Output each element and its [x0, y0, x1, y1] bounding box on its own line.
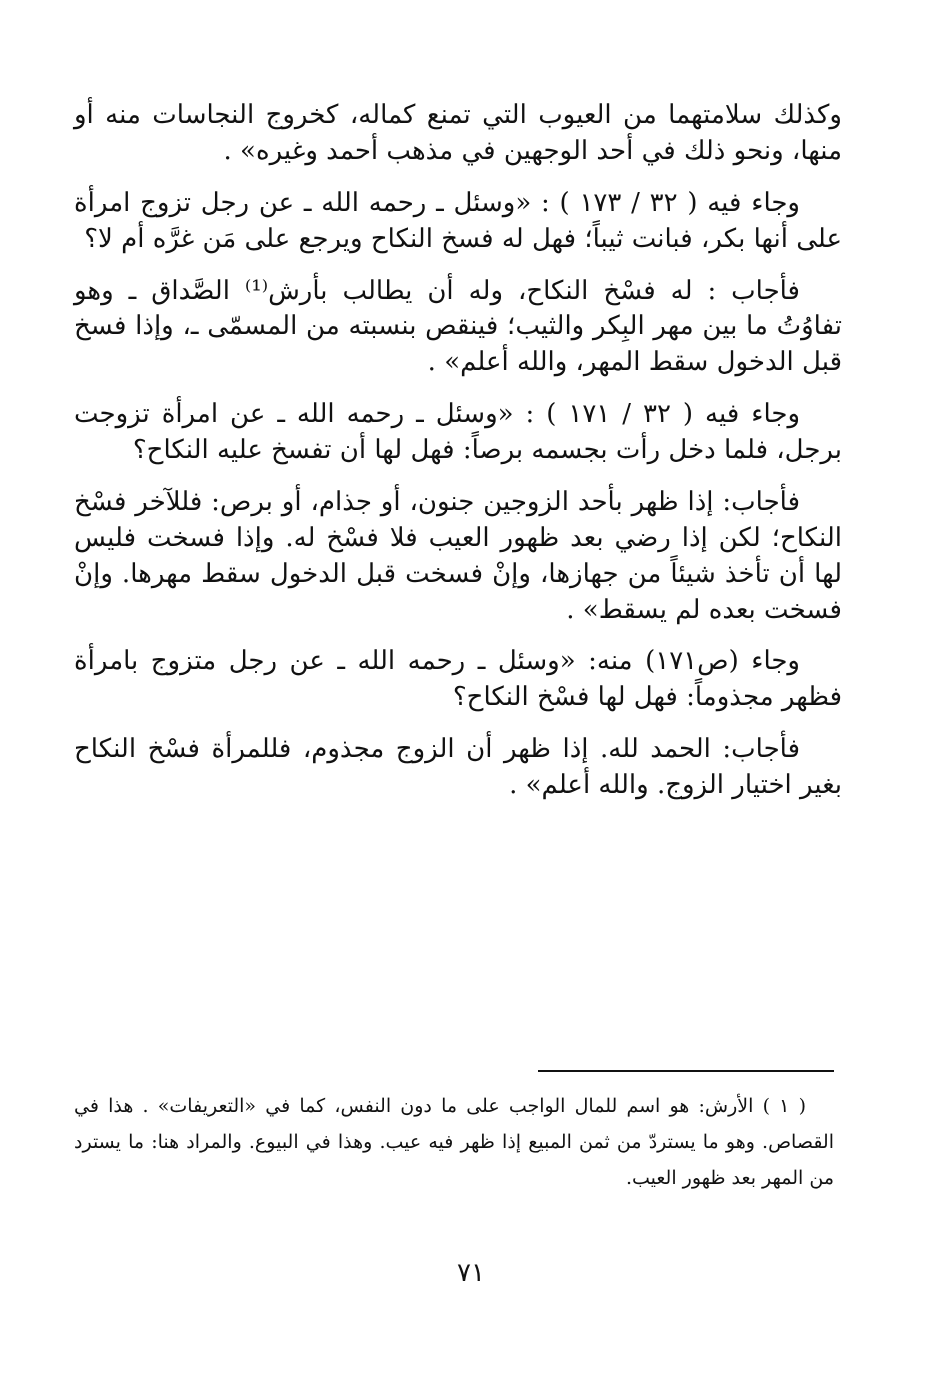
paragraph-1: وكذلك سلامتهما من العيوب التي تمنع كماله، كخروج النجاسات منه أو منها، ونحو ذلك في أحد الوجهين في مذهب أحمد وغيره» . — [74, 100, 842, 166]
paragraph-2: وجاء فيه ( ٣٢ / ١٧٣ ) : «وسئل ـ رحمه الله ـ عن رجل تزوج امرأة على أنها بكر، فبانت ثيباً؛ فهل له فسخ النكاح ويرجع على مَن غرَّه أم لا؟ — [74, 187, 842, 254]
paragraph-7: فأجاب: الحمد لله. إذا ظهر أن الزوج مجذوم، فللمرأة فسْخ النكاح بغير اختيار الزوج. والله أعلم» . — [74, 734, 842, 800]
main-text — [74, 98, 842, 820]
footnote-divider — [538, 1070, 834, 1072]
paragraph-3: فأجاب : له فسْخ النكاح، وله أن يطالب بأرش⁽¹⁾ الصَّداق ـ وهو تفاوُتُ ما بين مهر البِكر والثيب؛ فينقص بنسبته من المسمّى ـ، وإذا فسخ قبل الدخول سقط المهر، والله أعلم» . — [74, 275, 842, 378]
paragraph-4: وجاء فيه ( ٣٢ / ١٧١ ) : «وسئل ـ رحمه الله ـ عن امرأة تزوجت برجل، فلما دخل رأت بجسمه برصاً: فهل لها أن تفسخ عليه النكاح؟ — [74, 399, 842, 465]
footnote-1: ( ١ ) الأرش: هو اسم للمال الواجب على ما دون النفس، كما في «التعريفات» . هذا في القصاص. وهو ما يستردّ من ثمن المبيع إذا ظهر فيه عيب. وهذا في البيوع. والمراد هنا: ما يسترد من المهر بعد ظهور العيب. — [74, 1095, 834, 1190]
page-number: ٧١ — [457, 1258, 485, 1288]
paragraph-6: وجاء (ص١٧١) منه: «وسئل ـ رحمه الله ـ عن رجل متزوج بامرأة فظهر مجذوماً: فهل لها فسْخ النكاح؟ — [74, 646, 842, 713]
footnotes — [74, 1088, 834, 1196]
paragraph-5: فأجاب: إذا ظهر بأحد الزوجين جنون، أو جذام، أو برص: فللآخر فسْخ النكاح؛ لكن إذا رضي بعد ظهور العيب فلا فسْخ له. وإذا فسخت فليس لها أن تأخذ شيئاً من جهازها، وإنْ فسخت قبل الدخول سقط مهرها. وإنْ فسخت بعده لم يسقط» . — [74, 486, 842, 625]
